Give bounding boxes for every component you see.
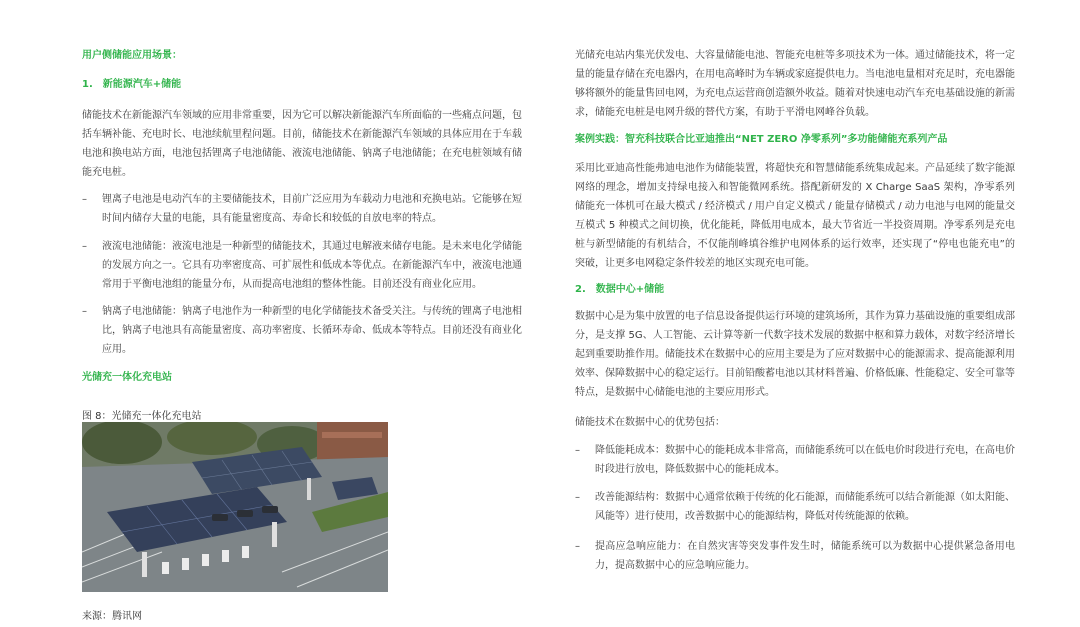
bullet-text: 钠离子电池储能：钠离子电池作为一种新型的电化学储能技术备受关注。与传统的锂离子电池相比，钠离子电池具有高能量密度、高功率密度、长循环寿命、低成本等特点。目前还没有商业化应用。 (102, 306, 522, 355)
paragraph-advantages-intro: 储能技术在数据中心的优势包括： (575, 417, 725, 428)
figure-caption: 图 8：光储充一体化充电站 (82, 411, 202, 422)
heading-ev-storage: 1. 新能源汽车+储能 (82, 79, 182, 90)
case-heading: 案例实践：智充科技联合比亚迪推出“NET ZERO 净零系列”多功能储能充系列产品 (575, 134, 948, 145)
bullet-text: 提高应急响应能力：在自然灾害等突发事件发生时，储能系统可以为数据中心提供紧急备用电力，提高数据中心的应急响应能力。 (595, 541, 1015, 571)
bullet-dash: – (82, 194, 87, 205)
paragraph-ev-intro: 储能技术在新能源汽车领域的应用非常重要，因为它可以解决新能源汽车所面临的一些痛点问题，包括车辆补能、充电时长、电池续航里程问题。目前，储能技术在新能源汽车领域的具体应用在于车载电池和换电站方面，电池包括锂离子电池储能、液流电池储能、钠离子电池储能；在充电桩领域有储能充电桩。 (82, 110, 522, 178)
list-item-li-ion (82, 190, 522, 230)
bullet-text: 锂离子电池是电动汽车的主要储能技术，目前广泛应用为车载动力电池和充换电站。它能够在短时间内储存大量的电能，具有能量密度高、寿命长和较低的自放电率的特点。 (102, 194, 522, 224)
list-item-emergency (575, 537, 1015, 577)
bullet-dash: – (575, 541, 580, 552)
list-item-sodium-ion (82, 302, 522, 360)
bullet-text: 液流电池储能：液流电池是一种新型的储能技术，其通过电解液来储存电能。是未来电化学储能的发展方向之一。它具有功率密度高、可扩展性和低成本等优点。在新能源汽车中，液流电池通常用于平衡电池组的能量分布，从而提高电池组的整体性能。目前还没有商业化应用。 (102, 241, 522, 290)
section-heading-user-side: 用户侧储能应用场景： (82, 50, 182, 61)
bullet-dash: – (82, 306, 87, 317)
charging-station-image (82, 422, 388, 592)
heading-pv-storage-station: 光储充一体化充电站 (82, 372, 172, 383)
heading-datacenter-storage: 2. 数据中心+储能 (575, 284, 665, 295)
image-source: 来源：腾讯网 (82, 611, 142, 622)
list-item-flow-battery (82, 237, 522, 297)
paragraph-case: 采用比亚迪高性能弗迪电池作为储能装置，将超快充和智慧储能系统集成起来。产品延续了数字能源网络的理念，增加支持绿电接入和智能微网系统。搭配新研发的 X Charge SaaS 架构，净零系列储能充一体机可在最大模式 / 经济模式 / 用户自定义模式 / 能量存储模式 / 动力电池与电网的能量交互模式 5 种模式之间切换，优化能耗，降低用电成本，最大节省近一半投资周期。净零系列是充电桩与新型储能的有机结合，不仅能削峰填谷维护电网体系的运行效率，还实现了“停电也能充电”的突破，让更多电网稳定条件较差的地区实现充电可能。 (575, 163, 1015, 269)
bullet-text: 改善能源结构：数据中心通常依赖于传统的化石能源，而储能系统可以结合新能源（如太阳能、风能等）进行使用，改善数据中心的能源结构，降低对传统能源的依赖。 (595, 492, 1015, 522)
bullet-dash: – (82, 241, 87, 252)
bullet-text: 降低能耗成本：数据中心的能耗成本非常高，而储能系统可以在低电价时段进行充电，在高电价时段进行放电，降低数据中心的能耗成本。 (595, 445, 1015, 475)
bullet-dash: – (575, 492, 580, 503)
list-item-energy-structure (575, 488, 1015, 528)
bullet-dash: – (575, 445, 580, 456)
list-item-reduce-cost (575, 441, 1015, 481)
paragraph-pv-station: 光储充电站内集光伏发电、大容量储能电池、智能充电桩等多项技术为一体。通过储能技术，将一定量的能量存储在充电器内，在用电高峰时为车辆或家庭提供电力。当电池电量相对充足时，充电器能够将额外的能量售回电网，为充电点运营商创造额外收益。随着对快速电动汽车充电基础设施的新需求，储能充电桩是电网升级的替代方案，有助于平滑电网峰谷负载。 (575, 50, 1015, 118)
paragraph-datacenter: 数据中心是为集中放置的电子信息设备提供运行环境的建筑场所，其作为算力基础设施的重要组成部分，是支撑 5G、人工智能、云计算等新一代数字技术发展的数据中枢和算力载体，对数字经济增长起到重要助推作用。储能技术在数据中心的应用主要是为了应对数据中心的能源需求、提高能源利用效率、保障数据中心的稳定运行。目前铅酸蓄电池以其材料普遍、价格低廉、性能稳定、安全可靠等特点，是数据中心储能电池的主要应用形式。 (575, 311, 1015, 398)
